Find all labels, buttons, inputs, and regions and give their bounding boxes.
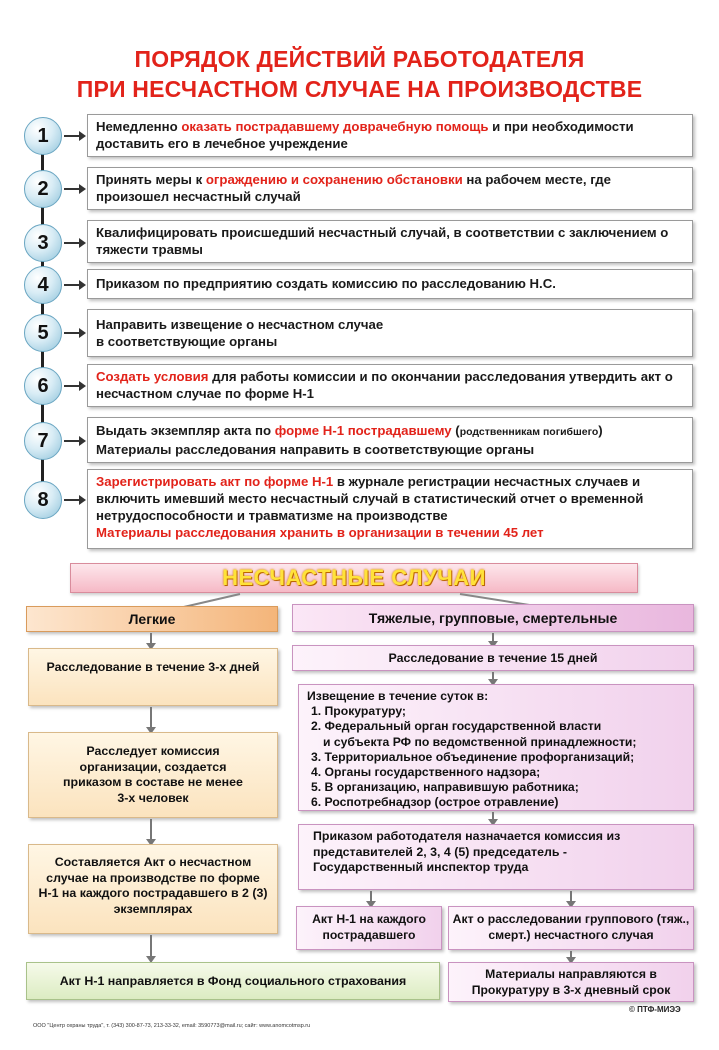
step-box-8 — [87, 469, 693, 549]
heavy-commission: Приказом работодателя назначается комиссия из представителей 2, 3, 4 (5) председатель - Государственный инспектор труда — [298, 824, 694, 890]
copyright: © ПТФ-МИЭЭ — [629, 1005, 681, 1014]
step-box-6 — [87, 364, 693, 407]
heavy-arrow-5 — [570, 891, 572, 902]
step-arrow-5 — [64, 332, 84, 334]
step-2-highlight: ограждению и сохранению обстановки — [205, 172, 463, 187]
notice-item: 6. Роспотребнадзор (острое отравление) — [311, 795, 559, 810]
step-2-text: Принять меры к — [96, 172, 206, 187]
step-box-1 — [87, 114, 693, 157]
step-7-note: родственникам погибшего — [459, 426, 599, 438]
heavy-header: Тяжелые, групповые, смертельные — [292, 604, 694, 632]
step-1-text-end: и при необходимости доставить его в лечебное учреждение — [96, 119, 634, 151]
page-title-line-1: ПОРЯДОК ДЕЙСТВИЙ РАБОТОДАТЕЛЯ — [134, 46, 585, 72]
heavy-act-group: Акт о расследовании группового (тяж., смерт.) несчастного случая — [448, 906, 694, 950]
step-8-text: в журнале регистрации несчастных случаев и включить имевший место несчастный случай в статистический отчет о временной нетрудоспособности и травматизме на производстве — [96, 474, 644, 523]
heavy-notice — [298, 684, 694, 811]
step-arrow-7 — [64, 440, 84, 442]
accidents-banner: НЕСЧАСТНЫЕ СЛУЧАИ — [70, 563, 638, 593]
light-arrow-3 — [150, 819, 152, 840]
light-arrow-2 — [150, 707, 152, 728]
heavy-arrow-6 — [570, 951, 572, 958]
step-box-5 — [87, 309, 693, 357]
notice-list — [307, 704, 685, 810]
light-commission: Расследует комиссия организации, создается приказом в составе не менее 3-х человек — [28, 732, 278, 818]
footer-contacts: ООО "Центр охраны труда", т. (343) 300-87-73, 213-33-32, email: 3590773@mail.ru; сайт: www.anomcotmsp.ru — [33, 1023, 311, 1029]
step-arrow-2 — [64, 188, 84, 190]
step-arrow-8 — [64, 499, 84, 501]
step-1-text: Немедленно — [96, 119, 182, 134]
notice-title: Извещение в течение суток в: — [307, 689, 489, 703]
step-box-3: Квалифицировать происшедший несчастный случай, в соответствии с заключением о тяжести травмы — [87, 220, 693, 263]
step-number-2: 2 — [24, 170, 62, 208]
heavy-materials: Материалы направляются в Прокуратуру в 3-х дневный срок — [448, 962, 694, 1002]
step-7-text: Выдать экземпляр акта по — [96, 423, 275, 438]
step-arrow-1 — [64, 135, 84, 137]
step-box-4: Приказом по предприятию создать комиссию по расследованию Н.С. — [87, 269, 693, 299]
step-5-line-1: Направить извещение о несчастном случае — [96, 317, 384, 332]
step-arrow-4 — [64, 284, 84, 286]
step-7-highlight: форме Н-1 пострадавшему — [274, 423, 452, 438]
heavy-arrow-3 — [492, 812, 494, 820]
heavy-arrow-2 — [492, 672, 494, 680]
step-7-paren-open: ( — [451, 423, 460, 438]
step-number-6: 6 — [24, 367, 62, 405]
notice-item: и субъекта РФ по ведомственной принадлежности; — [323, 734, 637, 749]
notice-item: 3. Территориальное объединение профорганизаций; — [311, 749, 635, 764]
step-6-highlight: Создать условия — [96, 369, 209, 384]
light-header: Легкие — [26, 606, 278, 632]
notice-item: 1. Прокуратуру; — [311, 704, 406, 719]
notice-item: 2. Федеральный орган государственной власти — [311, 719, 602, 734]
step-arrow-3 — [64, 242, 84, 244]
heavy-arrow-4 — [370, 891, 372, 902]
step-number-4: 4 — [24, 266, 62, 304]
step-box-7 — [87, 417, 693, 463]
heavy-investigation-period: Расследование в течение 15 дней — [292, 645, 694, 671]
light-arrow-1 — [150, 633, 152, 644]
step-5-line-2: в соответствующие органы — [96, 334, 278, 349]
step-number-5: 5 — [24, 314, 62, 352]
page-title-line-2: ПРИ НЕСЧАСТНОМ СЛУЧАЕ НА ПРОИЗВОДСТВЕ — [76, 76, 643, 102]
heavy-act-each: Акт Н-1 на каждого пострадавшего — [296, 906, 442, 950]
light-fss: Акт Н-1 направляется в Фонд социального страхования — [26, 962, 440, 1000]
step-6-text: для работы комиссии и по окончании расследования утвердить акт о несчастном случае по форме Н-1 — [96, 369, 673, 401]
notice-item: 5. В организацию, направившую работника; — [311, 780, 579, 795]
heavy-arrow-1 — [492, 633, 494, 642]
step-number-3: 3 — [24, 224, 62, 262]
step-arrow-6 — [64, 385, 84, 387]
step-8-highlight: Зарегистрировать акт по форме Н-1 — [96, 474, 334, 489]
notice-item: 4. Органы государственного надзора; — [311, 765, 541, 780]
step-2-text-end: на рабочем месте, где произошел несчастный случай — [96, 172, 611, 204]
step-number-7: 7 — [24, 422, 62, 460]
step-7-paren-close: ) — [598, 423, 603, 438]
step-8-storage-note: Материалы расследования хранить в организации в течении 45 лет — [96, 525, 544, 540]
step-number-1: 1 — [24, 117, 62, 155]
step-1-highlight: оказать пострадавшему доврачебную помощь — [181, 119, 489, 134]
light-arrow-4 — [150, 935, 152, 957]
step-number-8: 8 — [24, 481, 62, 519]
light-act: Составляется Акт о несчастном случае на производстве по форме Н-1 на каждого пострадавшего в 2 (3) экземплярах — [28, 844, 278, 934]
step-7-line-1 — [96, 422, 684, 441]
step-box-2 — [87, 167, 693, 210]
step-7-line-2: Материалы расследования направить в соответствующие органы — [96, 442, 535, 457]
light-investigation-period: Расследование в течение 3-х дней — [28, 648, 278, 706]
